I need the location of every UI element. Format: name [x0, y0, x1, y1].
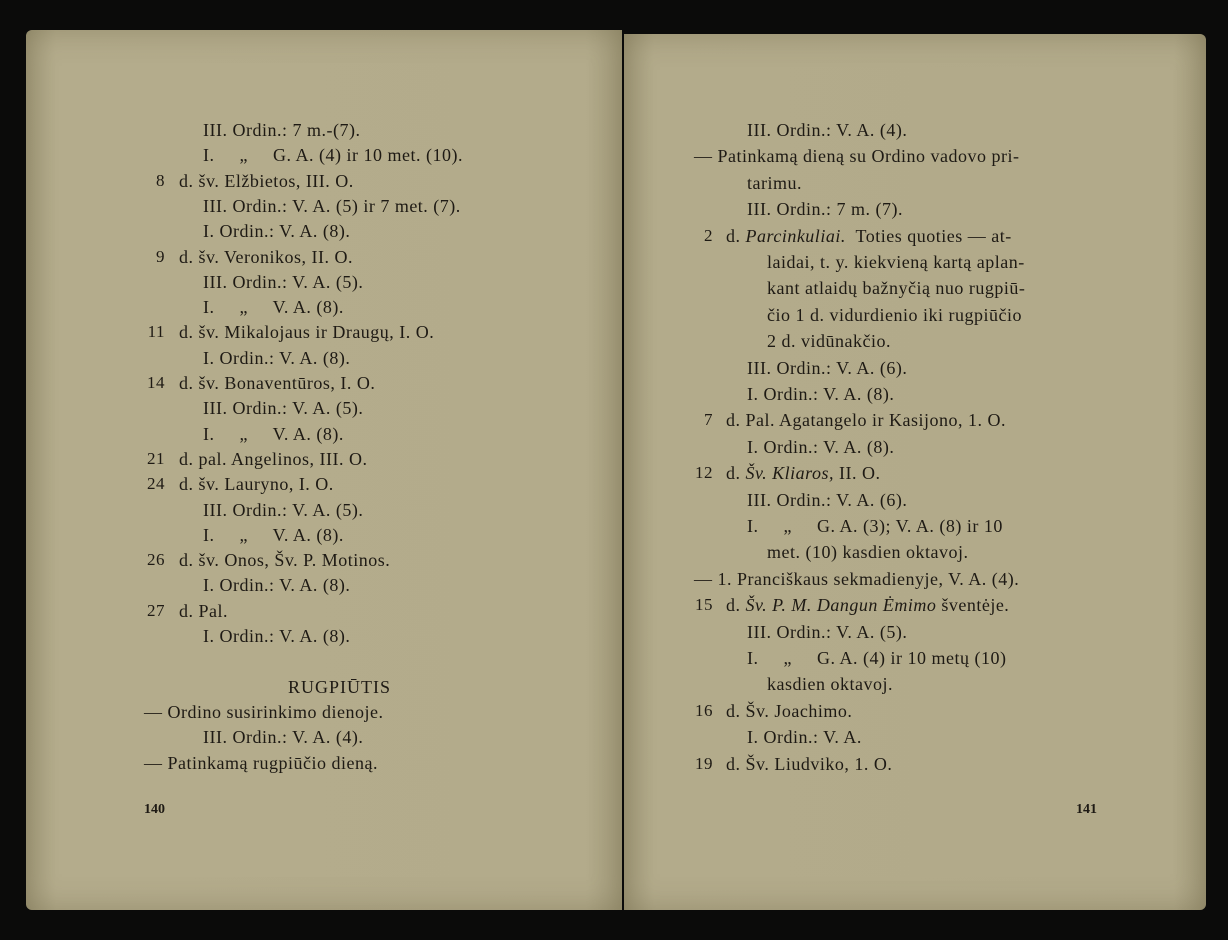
line-text: III. Ordin.: V. A. (4).	[747, 120, 908, 140]
entry-day-number: 21	[147, 448, 165, 468]
line-text: d.	[726, 463, 746, 484]
text-line	[203, 397, 363, 419]
italic-name: Parcinkuliai.	[745, 225, 846, 246]
text-line	[203, 220, 350, 242]
text-line	[179, 246, 353, 268]
text-line	[203, 499, 363, 521]
line-text: I. Ordin.: V. A. (8).	[203, 575, 351, 596]
text-line	[179, 549, 390, 571]
line-text: I. Ordin.: V. A. (8).	[203, 626, 351, 646]
line-text: kasdien oktavoj.	[767, 674, 893, 695]
line-text: — Patinkamą dieną su Ordino vadovo pri-	[694, 146, 1020, 167]
text-line	[694, 568, 1019, 590]
line-text: I. Ordin.: V. A. (8).	[203, 221, 351, 242]
text-line	[726, 462, 881, 484]
line-text: laidai, t. y. kiekvieną kartą aplan-	[767, 252, 1025, 272]
line-text: I. Ordin.: V. A. (8).	[747, 436, 895, 457]
text-line	[747, 119, 907, 141]
text-line	[203, 347, 350, 369]
text-line	[179, 170, 354, 192]
line-text: III. Ordin.: V. A. (5).	[747, 621, 908, 642]
line-text: III. Ordin.: V. A. (6).	[747, 489, 908, 510]
text-line	[144, 701, 383, 723]
line-text: III. Ordin.: 7 m.-(7).	[203, 120, 361, 140]
text-line	[747, 515, 1003, 537]
line-text: I. „ V. A. (8).	[203, 423, 344, 444]
entry-day-number: 2	[704, 225, 713, 245]
text-line	[767, 541, 968, 563]
line-text: I. „ G. A. (4) ir 10 met. (10).	[203, 145, 463, 166]
line-text: III. Ordin.: V. A. (5).	[203, 398, 364, 419]
entry-day-number: 24	[147, 474, 165, 494]
line-text: I. „ G. A. (3); V. A. (8) ir 10	[747, 516, 1003, 536]
line-text: III. Ordin.: V. A. (4).	[203, 727, 364, 748]
line-text: III. Ordin.: V. A. (5).	[203, 271, 364, 292]
line-text: met. (10) kasdien oktavoj.	[767, 542, 969, 563]
line-text: d. šv. Mikalojaus ir Draugų, I. O.	[179, 322, 435, 343]
text-line	[767, 304, 1022, 326]
text-line	[203, 144, 463, 166]
text-line	[179, 372, 375, 394]
text-line	[726, 594, 1009, 616]
line-text-after: Toties quoties — at-	[845, 225, 1012, 246]
line-text: d. pal. Angelinos, III. O.	[179, 448, 368, 469]
text-line	[747, 621, 907, 643]
left-page	[26, 30, 622, 910]
line-text: I. Ordin.: V. A.	[747, 727, 862, 748]
text-line	[767, 251, 1025, 273]
italic-name: Šv. Kliaros,	[745, 463, 835, 484]
text-line	[726, 753, 892, 775]
text-line	[767, 673, 893, 695]
line-text: d. Šv. Joachimo.	[726, 700, 853, 721]
text-line	[747, 489, 907, 511]
entry-day-number: 27	[147, 600, 165, 620]
text-line	[203, 726, 363, 748]
line-text: III. Ordin.: V. A. (6).	[747, 357, 908, 378]
right-page	[624, 34, 1206, 910]
line-text: I. „ G. A. (4) ir 10 metų (10)	[747, 648, 1007, 668]
text-line	[203, 296, 344, 318]
text-line	[203, 195, 461, 217]
line-text: kant atlaidų bažnyčią nuo rugpiū-	[767, 278, 1026, 299]
line-text: d. Pal.	[179, 600, 229, 621]
page-number-left: 140	[144, 802, 165, 817]
line-text: — Ordino susirinkimo dienoje.	[144, 701, 384, 722]
text-line	[203, 625, 350, 647]
entry-day-number: 12	[695, 463, 713, 483]
line-text: d. Pal. Agatangelo ir Kasijono, 1. O.	[726, 410, 1006, 431]
text-line	[179, 600, 228, 622]
line-text: 2 d. vidūnakčio.	[767, 331, 891, 352]
line-text: III. Ordin.: 7 m. (7).	[747, 199, 903, 220]
line-text: RUGPIŪTIS	[288, 676, 392, 697]
entry-day-number: 26	[147, 550, 165, 570]
text-line	[747, 172, 802, 194]
section-heading	[288, 676, 391, 698]
text-line	[203, 119, 360, 141]
line-text: d. šv. Bonaventūros, I. O.	[179, 373, 376, 393]
text-line	[767, 277, 1025, 299]
italic-name: Šv. P. M. Dangun Ėmimo	[745, 595, 937, 616]
entry-day-number: 9	[156, 246, 165, 266]
text-line	[726, 409, 1006, 431]
text-line	[203, 524, 344, 546]
entry-day-number: 11	[147, 322, 165, 342]
entry-day-number: 19	[695, 753, 713, 773]
text-line	[179, 448, 367, 470]
line-text: d. šv. Lauryno, I. O.	[179, 474, 334, 495]
line-text: I. Ordin.: V. A. (8).	[747, 384, 895, 404]
line-text: tarimu.	[747, 172, 802, 193]
text-line	[726, 700, 852, 722]
text-line	[203, 423, 344, 445]
line-text-after: šventėje.	[936, 595, 1010, 616]
line-text: d. Šv. Liudviko, 1. O.	[726, 753, 893, 774]
text-line	[767, 330, 891, 352]
page-number-right: 141	[1076, 802, 1097, 817]
line-text-after: II. O.	[834, 463, 881, 484]
text-line	[747, 357, 907, 379]
text-line	[694, 145, 1019, 167]
text-line	[747, 383, 894, 405]
text-line	[179, 321, 434, 343]
text-line	[726, 225, 1012, 247]
line-text: d. šv. Onos, Šv. P. Motinos.	[179, 550, 391, 571]
entry-day-number: 8	[156, 170, 165, 190]
text-line	[747, 198, 903, 220]
text-line	[203, 574, 350, 596]
text-line	[144, 752, 378, 774]
line-text: — 1. Pranciškaus sekmadienyje, V. A. (4).	[694, 568, 1020, 589]
line-text: d. šv. Veronikos, II. O.	[179, 246, 353, 267]
line-text: d.	[726, 595, 746, 616]
text-line	[203, 271, 363, 293]
text-line	[747, 726, 862, 748]
entry-day-number: 16	[695, 700, 713, 720]
text-line	[747, 647, 1006, 669]
line-text: d. šv. Elžbietos, III. O.	[179, 170, 354, 191]
line-text: čio 1 d. vidurdienio iki rugpiūčio	[767, 304, 1022, 325]
line-text: III. Ordin.: V. A. (5).	[203, 499, 364, 520]
line-text: III. Ordin.: V. A. (5) ir 7 met. (7).	[203, 195, 461, 216]
line-text: — Patinkamą rugpiūčio dieną.	[144, 752, 378, 773]
entry-day-number: 14	[147, 373, 165, 392]
text-line	[179, 473, 334, 495]
line-text: I. „ V. A. (8).	[203, 297, 344, 318]
line-text: d.	[726, 225, 746, 246]
entry-day-number: 15	[695, 595, 713, 615]
line-text: I. „ V. A. (8).	[203, 524, 344, 545]
line-text: I. Ordin.: V. A. (8).	[203, 347, 351, 368]
text-line	[747, 436, 894, 458]
entry-day-number: 7	[704, 410, 713, 430]
